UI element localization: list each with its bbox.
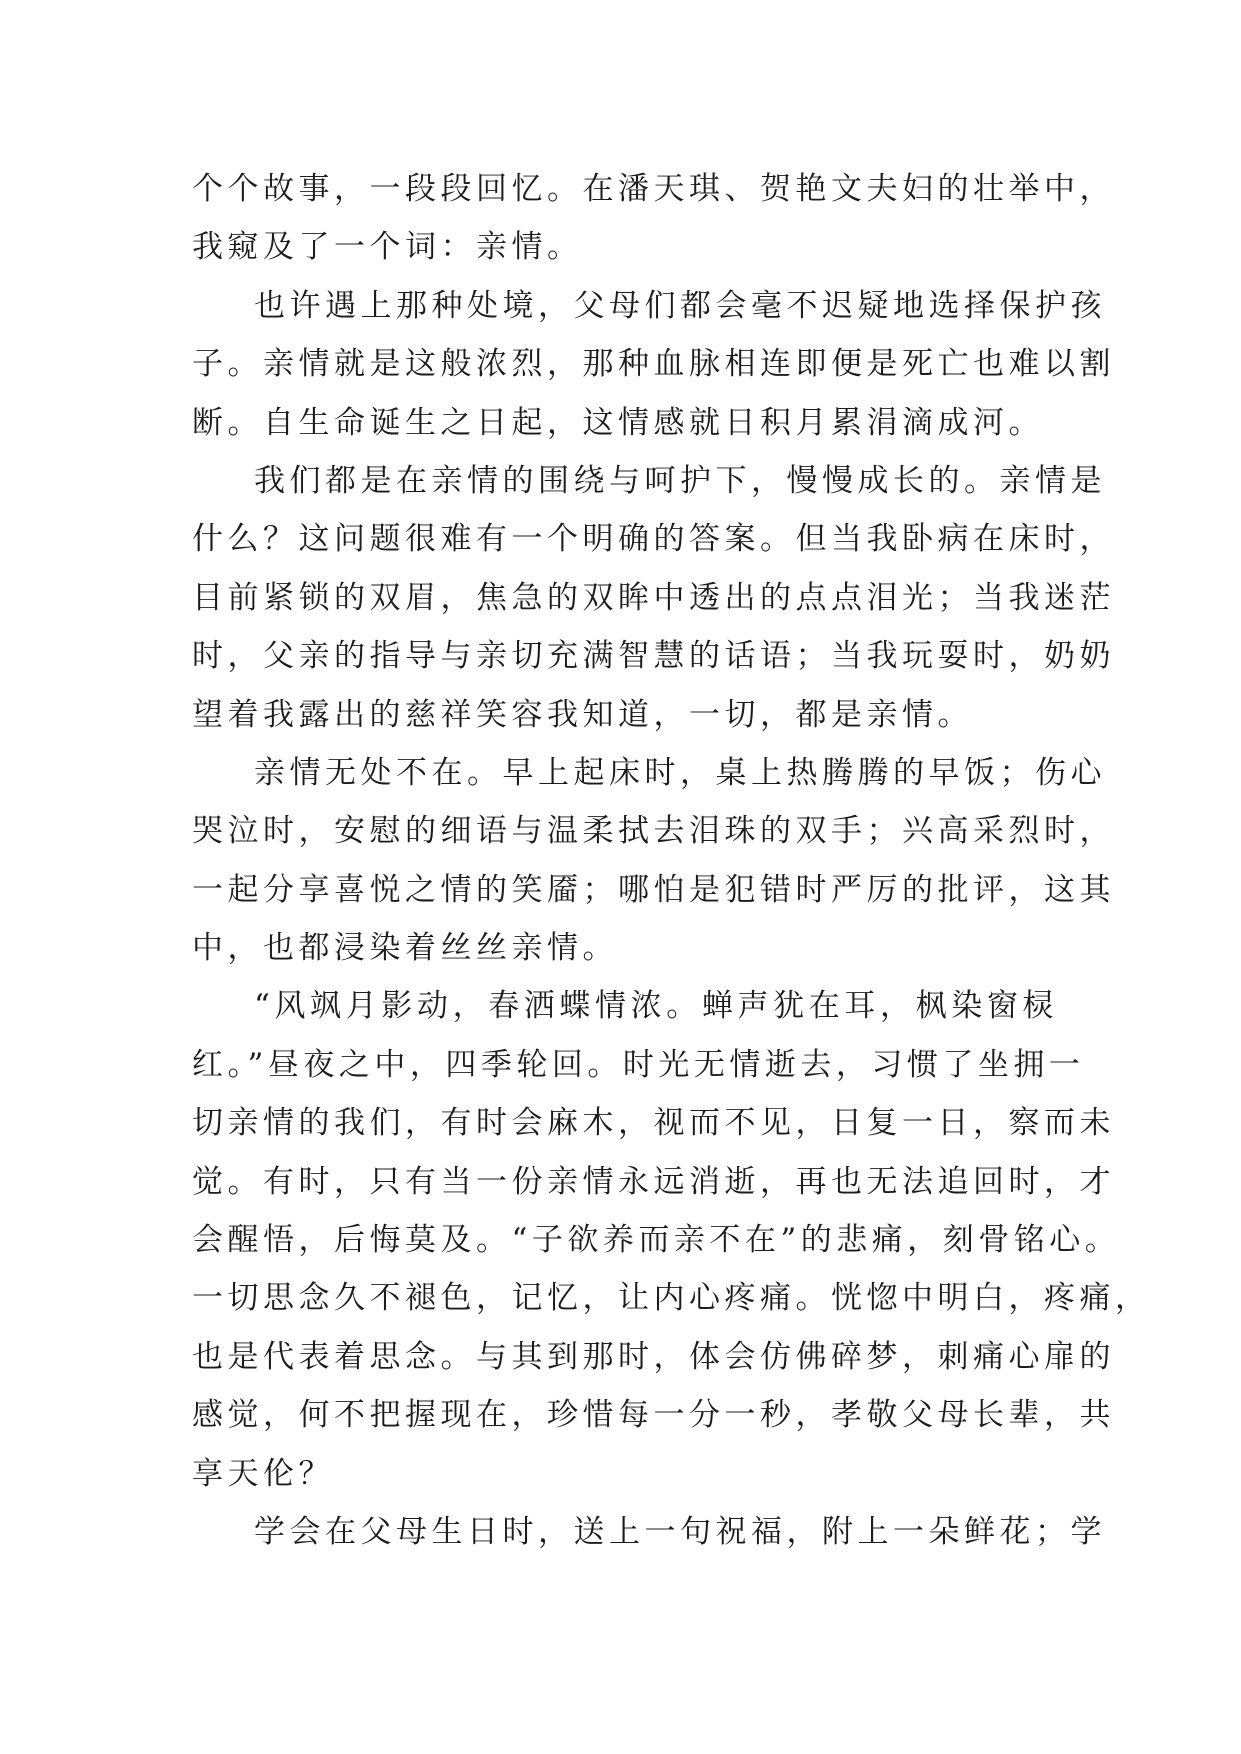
text-line: 学会在父母生日时，送上一句祝福，附上一朵鲜花；学 (254, 1513, 1106, 1550)
body-text (192, 160, 1151, 1561)
paragraph-3 (192, 452, 1115, 744)
text-line: 哭泣时，安慰的细语与温柔拭去泪珠的双手；兴高采烈时， (192, 813, 1115, 850)
text-line: 一起分享喜悦之情的笑靥；哪怕是犯错时严厉的批评，这其 (192, 871, 1115, 908)
text-line: 切亲情的我们，有时会麻木，视而不见，日复一日，察而未 (192, 1105, 1115, 1142)
text-line: 一切思念久不褪色，记忆，让内心疼痛。恍惚中明白，疼痛， (192, 1280, 1151, 1317)
text-line: 也是代表着思念。与其到那时，体会仿佛碎梦，刺痛心扉的 (192, 1338, 1115, 1375)
paragraph-1 (192, 160, 1115, 277)
text-line: 中，也都浸染着丝丝亲情。 (192, 930, 618, 967)
text-line: 目前紧锁的双眉，焦急的双眸中透出的点点泪光；当我迷茫 (192, 579, 1115, 616)
text-line: 红。”昼夜之中，四季轮回。时光无情逝去，习惯了坐拥一 (192, 1046, 1085, 1083)
paragraph-6 (192, 1503, 1106, 1561)
text-line: 我窥及了一个词：亲情。 (192, 229, 583, 266)
text-line: 断。自生命诞生之日起，这情感就日积月累涓滴成河。 (192, 404, 1044, 441)
paragraph-5 (192, 977, 1151, 1503)
text-line: 子。亲情就是这般浓烈，那种血脉相连即便是死亡也难以割 (192, 346, 1115, 383)
text-line: 我们都是在亲情的围绕与呵护下，慢慢成长的。亲情是 (254, 462, 1106, 499)
text-line: 亲情无处不在。早上起床时，桌上热腾腾的早饭；伤心 (254, 754, 1106, 791)
text-line: 会醒悟，后悔莫及。“子欲养而亲不在”的悲痛，刻骨铭心。 (192, 1222, 1121, 1259)
text-line: 感觉，何不把握现在，珍惜每一分一秒，孝敬父母长辈，共 (192, 1397, 1115, 1434)
text-line: 时，父亲的指导与亲切充满智慧的话语；当我玩耍时，奶奶 (192, 638, 1115, 675)
text-line: 觉。有时，只有当一份亲情永远消逝，再也无法追回时，才 (192, 1163, 1115, 1200)
text-line: 望着我露出的慈祥笑容我知道，一切，都是亲情。 (192, 696, 973, 733)
text-line: 个个故事，一段段回忆。在潘天琪、贺艳文夫妇的壮举中， (192, 171, 1115, 207)
paragraph-4 (192, 744, 1115, 978)
text-line: 也许遇上那种处境，父母们都会毫不迟疑地选择保护孩 (254, 287, 1106, 324)
text-line: 什么？这问题很难有一个明确的答案。但当我卧病在床时， (192, 521, 1115, 558)
paragraph-2 (192, 277, 1115, 452)
text-line: 享天伦？ (192, 1455, 334, 1492)
text-line: “风飒月影动，春洒蝶情浓。蝉声犹在耳，枫染窗棂 (254, 988, 1058, 1025)
